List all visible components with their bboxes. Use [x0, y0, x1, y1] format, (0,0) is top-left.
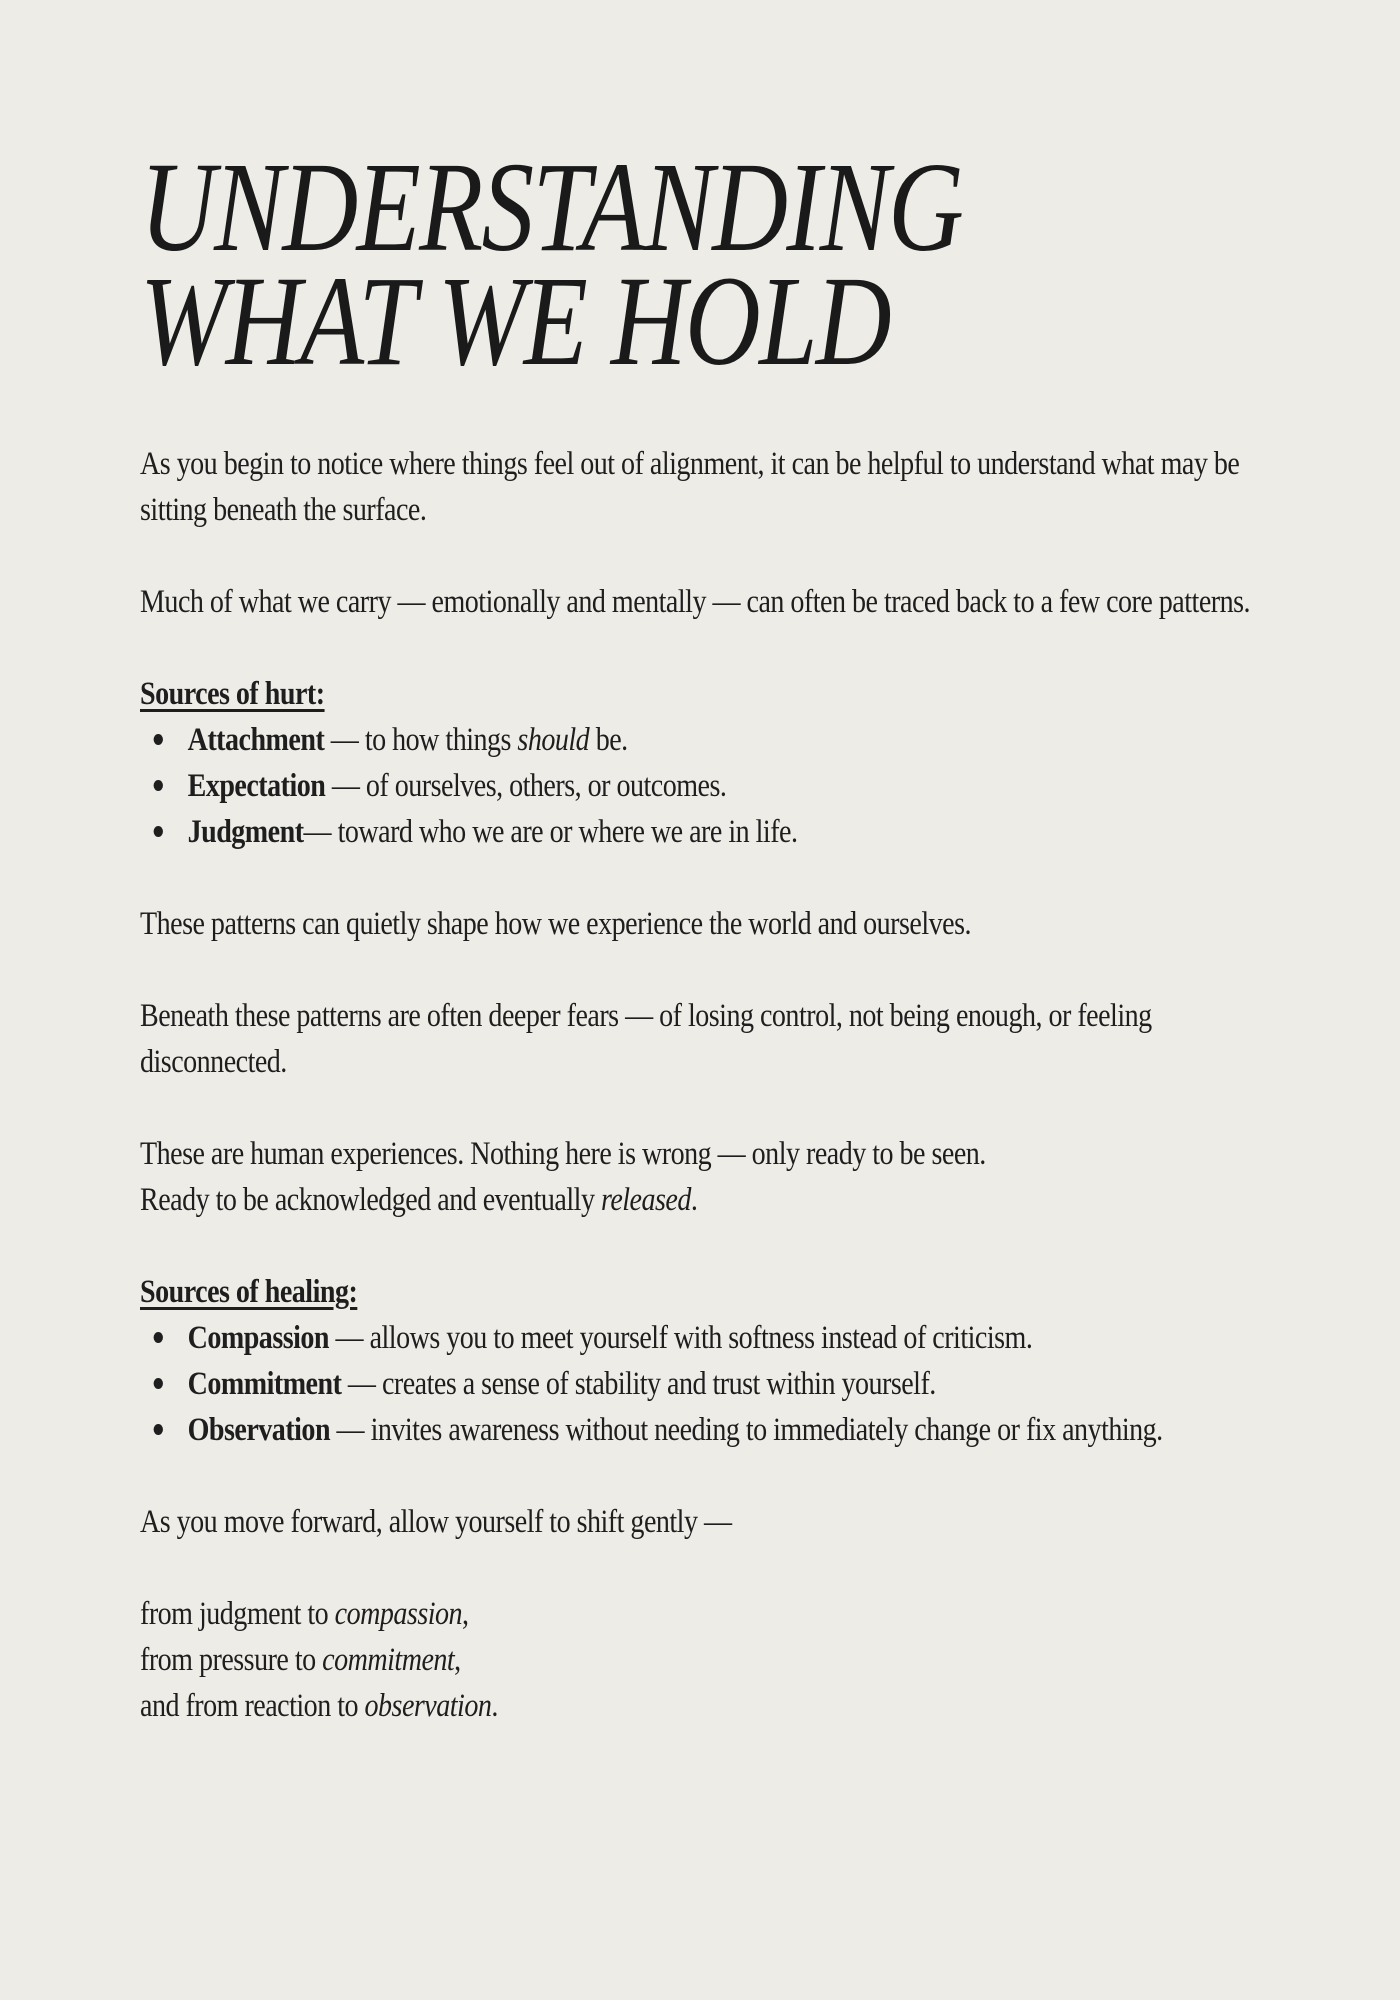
list-item-compassion [188, 1315, 1279, 1361]
sources-of-healing-heading: Sources of healing: [140, 1274, 358, 1310]
dash: — [341, 1366, 382, 1402]
sources-of-hurt-list [140, 717, 1279, 855]
term-observation: Observation [187, 1412, 331, 1448]
item-text: to how things [364, 722, 518, 758]
title-line-1: UNDERSTANDING [140, 136, 963, 278]
dash: — [324, 722, 365, 758]
title-line-2: WHAT WE HOLD [140, 250, 891, 392]
list-item-observation [188, 1407, 1279, 1453]
fears-paragraph: Beneath these patterns are often deeper fears — of losing control, not being enough, or feeling disconnected. [140, 998, 1152, 1080]
document-page [140, 136, 1280, 1775]
line-text: from judgment to [140, 1596, 335, 1632]
intro-paragraph-2: Much of what we carry — emotionally and mentally — can often be traced back to a few core patterns. [140, 584, 1251, 620]
line-end: , [462, 1596, 469, 1632]
list-item-judgment [188, 809, 1279, 855]
observation-emphasis: observation [364, 1688, 492, 1724]
line-end: , [454, 1642, 461, 1678]
bullet-icon [154, 780, 163, 791]
term-commitment: Commitment [187, 1366, 342, 1402]
item-emphasis: should [517, 722, 590, 758]
list-item-expectation [188, 763, 1279, 809]
page-title [140, 136, 1075, 392]
item-text: creates a sense of stability and trust within yourself. [381, 1366, 936, 1402]
dash: — [303, 814, 338, 850]
item-text: toward who we are or where we are in life. [337, 814, 798, 850]
bullet-icon [154, 1332, 163, 1343]
move-forward-paragraph: As you move forward, allow yourself to shift gently — [140, 1504, 732, 1540]
term-attachment: Attachment [187, 722, 325, 758]
line-text: and from reaction to [140, 1688, 365, 1724]
sources-of-hurt-heading: Sources of hurt: [140, 676, 325, 712]
human-experiences-line-1: These are human experiences. Nothing here is wrong — only ready to be seen. [140, 1136, 986, 1172]
commitment-emphasis: commitment [322, 1642, 455, 1678]
term-judgment: Judgment [187, 814, 304, 850]
bullet-icon [154, 1378, 163, 1389]
item-text: allows you to meet yourself with softness instead of criticism. [369, 1320, 1033, 1356]
closing-stanza [140, 1591, 1279, 1729]
closing-line-1 [140, 1591, 1279, 1637]
line-text: from pressure to [140, 1642, 323, 1678]
line-end: . [491, 1688, 498, 1724]
bullet-icon [154, 826, 163, 837]
bullet-icon [154, 1424, 163, 1435]
list-item-attachment [188, 717, 1279, 763]
patterns-paragraph: These patterns can quietly shape how we experience the world and ourselves. [140, 906, 971, 942]
closing-line-2 [140, 1637, 1279, 1683]
compassion-emphasis: compassion [334, 1596, 463, 1632]
closing-line-3 [140, 1683, 1279, 1729]
bullet-icon [154, 734, 163, 745]
item-text: of ourselves, others, or outcomes. [365, 768, 727, 804]
dash: — [330, 1412, 371, 1448]
document-body [140, 441, 1279, 1729]
sources-of-healing-list [140, 1315, 1279, 1453]
term-expectation: Expectation [187, 768, 326, 804]
term-compassion: Compassion [187, 1320, 330, 1356]
line-text: Ready to be acknowledged and eventually [140, 1182, 601, 1218]
released-emphasis: released [600, 1182, 691, 1218]
dash: — [325, 768, 366, 804]
item-text: invites awareness without needing to immediately change or fix anything. [370, 1412, 1163, 1448]
list-item-commitment [188, 1361, 1279, 1407]
item-text-end: be. [589, 722, 628, 758]
dash: — [329, 1320, 370, 1356]
line-end: . [690, 1182, 698, 1218]
intro-paragraph-1: As you begin to notice where things feel out of alignment, it can be helpful to understand what may be sitting beneath the surface. [140, 446, 1240, 528]
human-experiences-line-2 [140, 1177, 1279, 1223]
human-experiences-paragraph [140, 1131, 1279, 1223]
